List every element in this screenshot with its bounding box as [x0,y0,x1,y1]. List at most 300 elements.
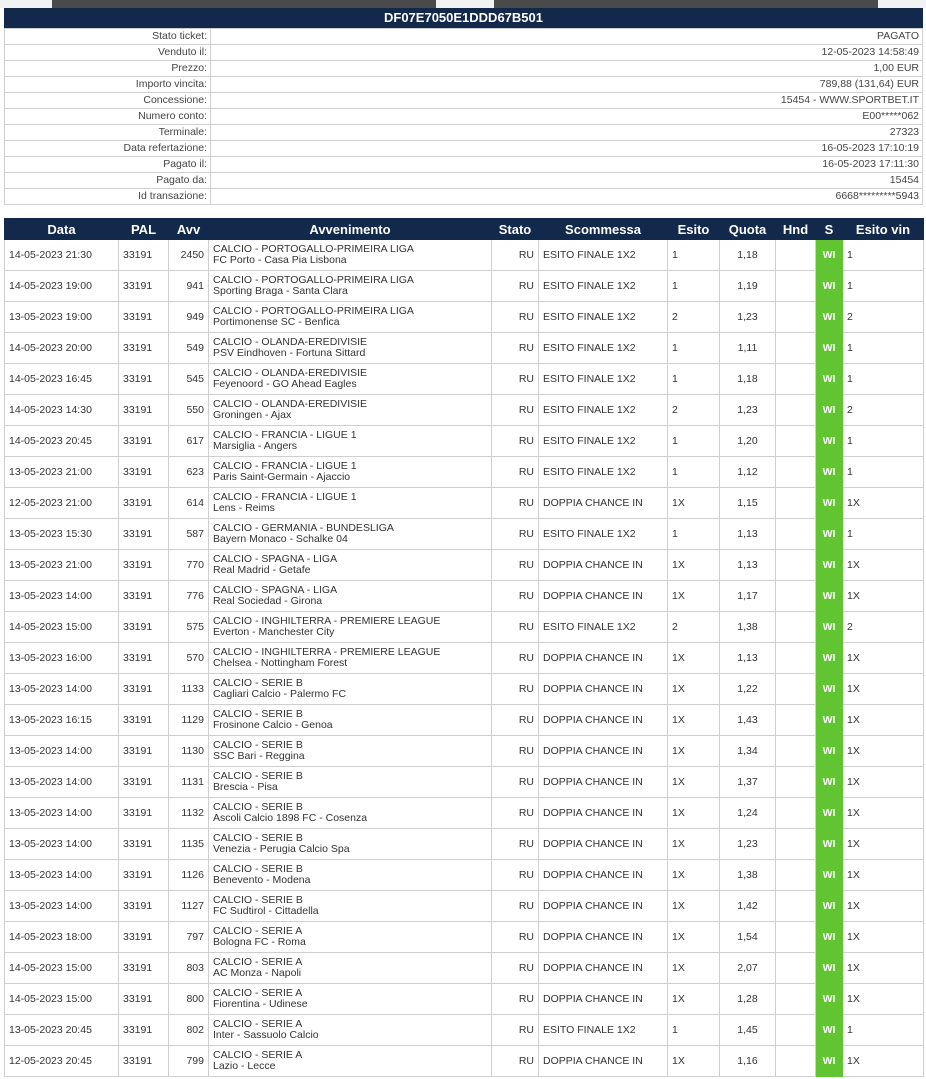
cell-esito: 1 [668,364,720,395]
cell-hnd [776,488,816,519]
col-header-stato: Stato [492,219,539,240]
cell-scommessa: DOPPIA CHANCE IN [539,550,668,581]
table-row [5,333,924,364]
cell-status-badge: WI [816,829,843,860]
event-match: Bayern Monaco - Schalke 04 [213,534,348,545]
table-row [5,1015,924,1046]
cell-hnd [776,457,816,488]
cell-quota: 1,38 [720,612,776,643]
cell-esito-vin: 1 [843,519,924,550]
cell-status-badge: WI [816,922,843,953]
cell-esito: 1X [668,1046,720,1077]
cell-stato: RU [492,240,539,271]
event-league: CALCIO - GERMANIA - BUNDESLIGA [213,523,394,534]
cell-data: 13-05-2023 21:00 [5,457,119,488]
cell-esito-vin: 1X [843,829,924,860]
cell-avv: 587 [169,519,209,550]
cell-esito: 2 [668,395,720,426]
cell-stato: RU [492,457,539,488]
table-row [5,953,924,984]
table-row [5,581,924,612]
cell-pal: 33191 [119,922,169,953]
cell-avv: 549 [169,333,209,364]
info-label: Data refertazione: [5,141,211,157]
cell-avvenimento [209,333,492,364]
cell-pal: 33191 [119,1046,169,1077]
cell-data: 14-05-2023 15:00 [5,953,119,984]
cell-esito-vin: 1 [843,1015,924,1046]
cell-avv: 1132 [169,798,209,829]
col-header-avv: Avv [169,219,209,240]
cell-pal: 33191 [119,798,169,829]
cell-quota: 1,13 [720,519,776,550]
table-row [5,922,924,953]
cell-pal: 33191 [119,488,169,519]
info-value: 789,88 (131,64) EUR [211,77,923,93]
cell-scommessa: DOPPIA CHANCE IN [539,798,668,829]
cell-avvenimento [209,767,492,798]
cell-avvenimento [209,1046,492,1077]
cell-pal: 33191 [119,550,169,581]
info-row [5,45,923,61]
cell-avv: 1135 [169,829,209,860]
col-header-hnd: Hnd [776,219,816,240]
cell-quota: 1,28 [720,984,776,1015]
cell-avv: 550 [169,395,209,426]
cell-pal: 33191 [119,736,169,767]
event-match: Bologna FC - Roma [213,937,306,948]
cell-scommessa: DOPPIA CHANCE IN [539,984,668,1015]
cell-data: 13-05-2023 14:00 [5,891,119,922]
cell-scommessa: DOPPIA CHANCE IN [539,581,668,612]
col-header-avvenimento: Avvenimento [209,219,492,240]
cell-data: 14-05-2023 20:45 [5,426,119,457]
info-row [5,141,923,157]
cell-scommessa: DOPPIA CHANCE IN [539,860,668,891]
cell-avv: 545 [169,364,209,395]
event-league: CALCIO - SERIE B [213,802,303,813]
table-row [5,984,924,1015]
cell-pal: 33191 [119,426,169,457]
event-match: FC Porto - Casa Pia Lisbona [213,255,347,266]
cell-avv: 800 [169,984,209,1015]
cell-avv: 1133 [169,674,209,705]
cell-scommessa: ESITO FINALE 1X2 [539,240,668,271]
cell-quota: 1,11 [720,333,776,364]
cell-stato: RU [492,612,539,643]
info-row [5,125,923,141]
event-league: CALCIO - SPAGNA - LIGA [213,585,338,596]
cell-stato: RU [492,953,539,984]
table-row [5,302,924,333]
table-row [5,426,924,457]
info-row [5,157,923,173]
event-league: CALCIO - INGHILTERRA - PREMIERE LEAGUE [213,616,441,627]
cell-esito: 1X [668,488,720,519]
cell-status-badge: WI [816,364,843,395]
cell-pal: 33191 [119,705,169,736]
cell-esito: 1X [668,891,720,922]
event-league: CALCIO - SERIE A [213,957,303,968]
col-header-esito-vin: Esito vin [843,219,924,240]
event-league: CALCIO - SERIE B [213,771,303,782]
cell-status-badge: WI [816,550,843,581]
event-league: CALCIO - FRANCIA - LIGUE 1 [213,461,357,472]
cell-stato: RU [492,488,539,519]
cell-esito: 1X [668,550,720,581]
info-label: Pagato il: [5,157,211,173]
col-header-scommessa: Scommessa [539,219,668,240]
info-value: 16-05-2023 17:10:19 [211,141,923,157]
cell-esito-vin: 1X [843,488,924,519]
col-header-s: S [816,219,843,240]
cell-esito-vin: 1 [843,457,924,488]
event-match: Marsiglia - Angers [213,441,298,452]
cell-status-badge: WI [816,519,843,550]
cell-avvenimento [209,798,492,829]
cell-esito-vin: 1 [843,271,924,302]
cell-stato: RU [492,426,539,457]
info-label: Venduto il: [5,45,211,61]
cell-data: 14-05-2023 18:00 [5,922,119,953]
table-row [5,612,924,643]
cell-esito: 1X [668,953,720,984]
cell-stato: RU [492,674,539,705]
cell-hnd [776,581,816,612]
table-row [5,519,924,550]
cell-scommessa: ESITO FINALE 1X2 [539,457,668,488]
cell-status-badge: WI [816,984,843,1015]
info-label: Concessione: [5,93,211,109]
cell-scommessa: ESITO FINALE 1X2 [539,395,668,426]
cell-status-badge: WI [816,767,843,798]
cell-pal: 33191 [119,302,169,333]
ticket-id-header: DF07E7050E1DDD67B501 [4,8,923,28]
event-match: Everton - Manchester City [213,627,335,638]
cell-esito-vin: 2 [843,302,924,333]
top-toolbar-strip [0,0,926,8]
cell-data: 14-05-2023 15:00 [5,612,119,643]
cell-status-badge: WI [816,736,843,767]
info-value: 15454 [211,173,923,189]
event-match: Cagliari Calcio - Palermo FC [213,689,347,700]
info-row [5,77,923,93]
table-row [5,395,924,426]
cell-stato: RU [492,891,539,922]
cell-hnd [776,426,816,457]
cell-hnd [776,612,816,643]
cell-avv: 1130 [169,736,209,767]
cell-scommessa: DOPPIA CHANCE IN [539,953,668,984]
cell-avvenimento [209,891,492,922]
cell-esito-vin: 1X [843,767,924,798]
cell-scommessa: ESITO FINALE 1X2 [539,271,668,302]
col-header-pal: PAL [119,219,169,240]
event-league: CALCIO - SERIE B [213,709,303,720]
cell-quota: 1,12 [720,457,776,488]
cell-status-badge: WI [816,302,843,333]
event-match: Paris Saint-Germain - Ajaccio [213,472,351,483]
cell-avvenimento [209,1015,492,1046]
cell-stato: RU [492,364,539,395]
event-league: CALCIO - SERIE B [213,864,303,875]
event-match: SSC Bari - Reggina [213,751,305,762]
cell-quota: 1,43 [720,705,776,736]
cell-data: 13-05-2023 16:15 [5,705,119,736]
cell-esito-vin: 1 [843,240,924,271]
cell-avv: 1129 [169,705,209,736]
event-match: PSV Eindhoven - Fortuna Sittard [213,348,366,359]
toolbar-segment-left [52,0,436,8]
cell-pal: 33191 [119,364,169,395]
cell-avv: 2450 [169,240,209,271]
cell-scommessa: DOPPIA CHANCE IN [539,767,668,798]
bets-table-header [5,219,924,240]
cell-stato: RU [492,1015,539,1046]
cell-avvenimento [209,426,492,457]
event-league: CALCIO - OLANDA-EREDIVISIE [213,399,368,410]
cell-pal: 33191 [119,333,169,364]
event-league: CALCIO - OLANDA-EREDIVISIE [213,337,368,348]
cell-stato: RU [492,829,539,860]
cell-avv: 575 [169,612,209,643]
info-label: Numero conto: [5,109,211,125]
cell-data: 14-05-2023 14:30 [5,395,119,426]
cell-quota: 1,17 [720,581,776,612]
cell-scommessa: DOPPIA CHANCE IN [539,488,668,519]
cell-avv: 949 [169,302,209,333]
cell-data: 14-05-2023 15:00 [5,984,119,1015]
col-header-esito: Esito [668,219,720,240]
cell-data: 13-05-2023 14:00 [5,736,119,767]
cell-scommessa: DOPPIA CHANCE IN [539,829,668,860]
cell-status-badge: WI [816,674,843,705]
event-match: Benevento - Modena [213,875,311,886]
cell-quota: 1,42 [720,891,776,922]
table-row [5,736,924,767]
ticket-info-table [4,28,923,205]
cell-data: 13-05-2023 20:45 [5,1015,119,1046]
cell-data: 13-05-2023 14:00 [5,674,119,705]
cell-esito-vin: 1X [843,550,924,581]
event-league: CALCIO - PORTOGALLO-PRIMEIRA LIGA [213,306,414,317]
cell-hnd [776,891,816,922]
cell-status-badge: WI [816,612,843,643]
cell-scommessa: ESITO FINALE 1X2 [539,302,668,333]
table-row [5,271,924,302]
cell-esito: 1 [668,519,720,550]
cell-pal: 33191 [119,829,169,860]
event-league: CALCIO - FRANCIA - LIGUE 1 [213,492,357,503]
cell-esito: 1X [668,922,720,953]
cell-hnd [776,240,816,271]
cell-esito: 1X [668,798,720,829]
event-league: CALCIO - SERIE B [213,740,303,751]
cell-avvenimento [209,519,492,550]
cell-avv: 941 [169,271,209,302]
cell-status-badge: WI [816,333,843,364]
cell-stato: RU [492,984,539,1015]
cell-hnd [776,829,816,860]
cell-pal: 33191 [119,581,169,612]
cell-avvenimento [209,488,492,519]
cell-data: 14-05-2023 21:30 [5,240,119,271]
cell-avvenimento [209,643,492,674]
info-label: Importo vincita: [5,77,211,93]
cell-status-badge: WI [816,860,843,891]
event-league: CALCIO - SERIE A [213,988,303,999]
cell-avv: 614 [169,488,209,519]
event-match: Venezia - Perugia Calcio Spa [213,844,350,855]
cell-stato: RU [492,860,539,891]
cell-esito: 2 [668,302,720,333]
cell-esito-vin: 1 [843,426,924,457]
info-label: Prezzo: [5,61,211,77]
info-value: 6668*********5943 [211,189,923,205]
info-row [5,173,923,189]
event-match: Lazio - Lecce [213,1061,276,1072]
cell-data: 13-05-2023 14:00 [5,581,119,612]
cell-data: 14-05-2023 16:45 [5,364,119,395]
cell-esito-vin: 1X [843,891,924,922]
cell-data: 13-05-2023 14:00 [5,798,119,829]
cell-pal: 33191 [119,643,169,674]
event-match: Sporting Braga - Santa Clara [213,286,348,297]
cell-status-badge: WI [816,1015,843,1046]
event-match: Brescia - Pisa [213,782,278,793]
cell-quota: 1,22 [720,674,776,705]
event-match: Feyenoord - GO Ahead Eagles [213,379,357,390]
info-value: 16-05-2023 17:11:30 [211,157,923,173]
table-row [5,674,924,705]
event-league: CALCIO - OLANDA-EREDIVISIE [213,368,368,379]
cell-hnd [776,674,816,705]
cell-avvenimento [209,674,492,705]
cell-avvenimento [209,550,492,581]
cell-quota: 1,18 [720,240,776,271]
cell-status-badge: WI [816,953,843,984]
event-league: CALCIO - SERIE A [213,1050,303,1061]
cell-avvenimento [209,922,492,953]
event-match: FC Sudtirol - Cittadella [213,906,319,917]
cell-quota: 1,38 [720,860,776,891]
cell-hnd [776,736,816,767]
cell-status-badge: WI [816,1046,843,1077]
table-row [5,364,924,395]
table-row [5,488,924,519]
event-league: CALCIO - PORTOGALLO-PRIMEIRA LIGA [213,244,414,255]
cell-stato: RU [492,333,539,364]
cell-hnd [776,922,816,953]
cell-hnd [776,984,816,1015]
cell-data: 13-05-2023 21:00 [5,550,119,581]
cell-esito: 1 [668,333,720,364]
cell-avvenimento [209,953,492,984]
cell-stato: RU [492,581,539,612]
info-value: PAGATO [211,29,923,45]
cell-scommessa: ESITO FINALE 1X2 [539,519,668,550]
cell-esito-vin: 1X [843,860,924,891]
cell-esito: 1X [668,581,720,612]
event-league: CALCIO - SERIE B [213,833,303,844]
cell-esito: 1X [668,736,720,767]
cell-quota: 1,54 [720,922,776,953]
cell-pal: 33191 [119,953,169,984]
event-match: Inter - Sassuolo Calcio [213,1030,319,1041]
cell-hnd [776,1046,816,1077]
event-match: Frosinone Calcio - Genoa [213,720,333,731]
table-row [5,891,924,922]
cell-hnd [776,302,816,333]
event-match: AC Monza - Napoli [213,968,302,979]
cell-data: 13-05-2023 14:00 [5,860,119,891]
info-value: 12-05-2023 14:58:49 [211,45,923,61]
cell-hnd [776,860,816,891]
event-league: CALCIO - SERIE A [213,926,303,937]
cell-pal: 33191 [119,240,169,271]
info-label: Pagato da: [5,173,211,189]
cell-pal: 33191 [119,271,169,302]
cell-avvenimento [209,581,492,612]
cell-stato: RU [492,922,539,953]
cell-status-badge: WI [816,271,843,302]
cell-avvenimento [209,829,492,860]
cell-status-badge: WI [816,426,843,457]
cell-stato: RU [492,395,539,426]
cell-esito-vin: 1X [843,922,924,953]
cell-quota: 1,23 [720,829,776,860]
cell-status-badge: WI [816,395,843,426]
cell-pal: 33191 [119,860,169,891]
cell-stato: RU [492,798,539,829]
cell-esito-vin: 1X [843,674,924,705]
cell-esito-vin: 2 [843,612,924,643]
cell-pal: 33191 [119,674,169,705]
cell-data: 14-05-2023 20:00 [5,333,119,364]
cell-data: 13-05-2023 15:30 [5,519,119,550]
cell-esito-vin: 1X [843,643,924,674]
cell-stato: RU [492,705,539,736]
cell-esito: 1 [668,240,720,271]
cell-status-badge: WI [816,705,843,736]
event-match: Lens - Reims [213,503,275,514]
event-league: CALCIO - SPAGNA - LIGA [213,554,338,565]
cell-pal: 33191 [119,891,169,922]
cell-pal: 33191 [119,395,169,426]
cell-scommessa: ESITO FINALE 1X2 [539,333,668,364]
cell-quota: 1,20 [720,426,776,457]
cell-quota: 1,34 [720,736,776,767]
cell-hnd [776,767,816,798]
cell-esito: 1 [668,426,720,457]
cell-esito-vin: 1X [843,984,924,1015]
table-row [5,1046,924,1077]
bets-table [4,218,924,1077]
cell-hnd [776,550,816,581]
cell-stato: RU [492,1046,539,1077]
cell-esito-vin: 1X [843,581,924,612]
cell-stato: RU [492,519,539,550]
cell-status-badge: WI [816,891,843,922]
event-match: Fiorentina - Udinese [213,999,308,1010]
cell-avvenimento [209,271,492,302]
cell-data: 12-05-2023 20:45 [5,1046,119,1077]
info-value: E00*****062 [211,109,923,125]
cell-data: 13-05-2023 16:00 [5,643,119,674]
cell-status-badge: WI [816,643,843,674]
cell-avv: 776 [169,581,209,612]
cell-esito: 1X [668,643,720,674]
